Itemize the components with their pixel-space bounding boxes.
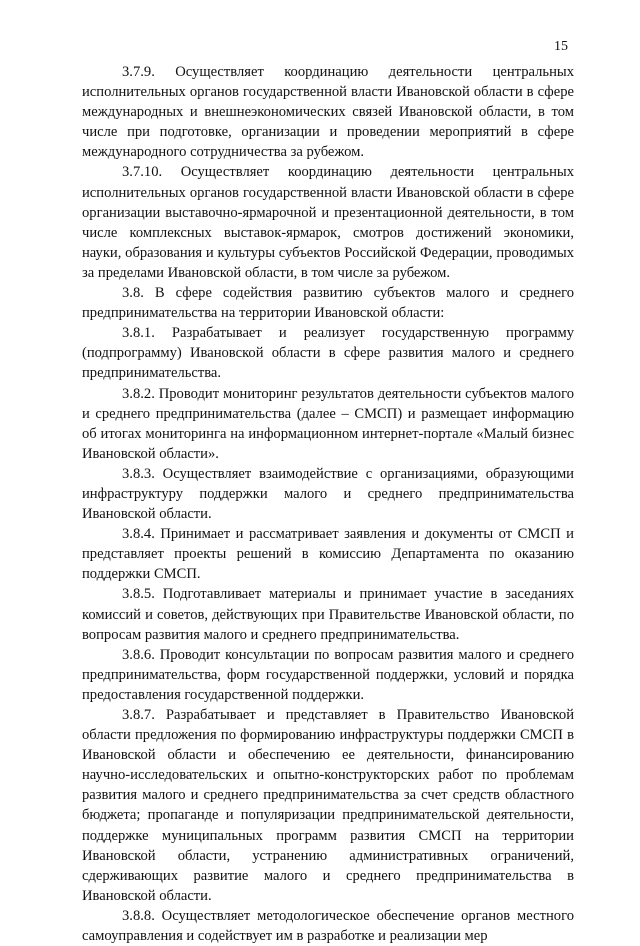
paragraph-3-8-5: 3.8.5. Подготавливает материалы и принимает участие в заседаниях комиссий и советов, действующих при Правительстве Ивановской области, по вопросам развития малого и среднего предпринимательства.	[82, 586, 574, 643]
paragraph-3-7-10: 3.7.10. Осуществляет координацию деятельности центральных исполнительных органов государственной власти Ивановской области в сфере организации выставочно-ярмарочной и презентационной деятельности, в том числе комплексных выставок-ярмарок, смотров достижений экономики, науки, образования и культуры субъектов Российской Федерации, проводимых за пределами Ивановской области, в том числе за рубежом.	[82, 164, 574, 281]
paragraph-3-8: 3.8. В сфере содействия развитию субъектов малого и среднего предпринимательства на территории Ивановской области:	[82, 285, 574, 322]
page-body	[82, 62, 574, 946]
paragraph-3-8-4: 3.8.4. Принимает и рассматривает заявления и документы от СМСП и представляет проекты решений в комиссию Департамента по оказанию поддержки СМСП.	[82, 526, 574, 583]
page-number: 15	[554, 39, 568, 54]
paragraph-3-8-1: 3.8.1. Разрабатывает и реализует государственную программу (подпрограмму) Ивановской области в сфере развития малого и среднего предпринимательства.	[82, 325, 574, 382]
paragraph-3-7-9: 3.7.9. Осуществляет координацию деятельности центральных исполнительных органов государственной власти Ивановской области в сфере международных и внешнеэкономических связей Ивановской области, в том числе при подготовке, организации и проведении мероприятий в сфере международного сотрудничества за рубежом.	[82, 64, 574, 161]
paragraph-3-8-7: 3.8.7. Разрабатывает и представляет в Правительство Ивановской области предложения по формированию инфраструктуры поддержки СМСП в Ивановской области и обеспечению ее деятельности, финансированию научно-исследовательских и опытно-конструкторских работ по проблемам развития малого и среднего предпринимательства за счет средств областного бюджета; пропаганде и популяризации предпринимательской деятельности, поддержке муниципальных программ развития СМСП на территории Ивановской области, устранению административных ограничений, сдерживающих развитие малого и среднего предпринимательства в Ивановской области.	[82, 707, 574, 904]
paragraph-3-8-2: 3.8.2. Проводит мониторинг результатов деятельности субъектов малого и среднего предпринимательства (далее – СМСП) и размещает информацию об итогах мониторинга на информационном интернет-портале «Малый бизнес Ивановской области».	[82, 385, 574, 462]
paragraph-3-8-8: 3.8.8. Осуществляет методологическое обеспечение органов местного самоуправления и содействует им в разработке и реализации мер	[82, 907, 574, 945]
paragraph-3-8-3: 3.8.3. Осуществляет взаимодействие с организациями, образующими инфраструктуру поддержки малого и среднего предпринимательства Ивановской области.	[82, 465, 574, 523]
paragraph-3-8-6: 3.8.6. Проводит консультации по вопросам развития малого и среднего предпринимательства, форм государственной поддержки, условий и порядка предоставления государственной поддержки.	[82, 646, 574, 703]
